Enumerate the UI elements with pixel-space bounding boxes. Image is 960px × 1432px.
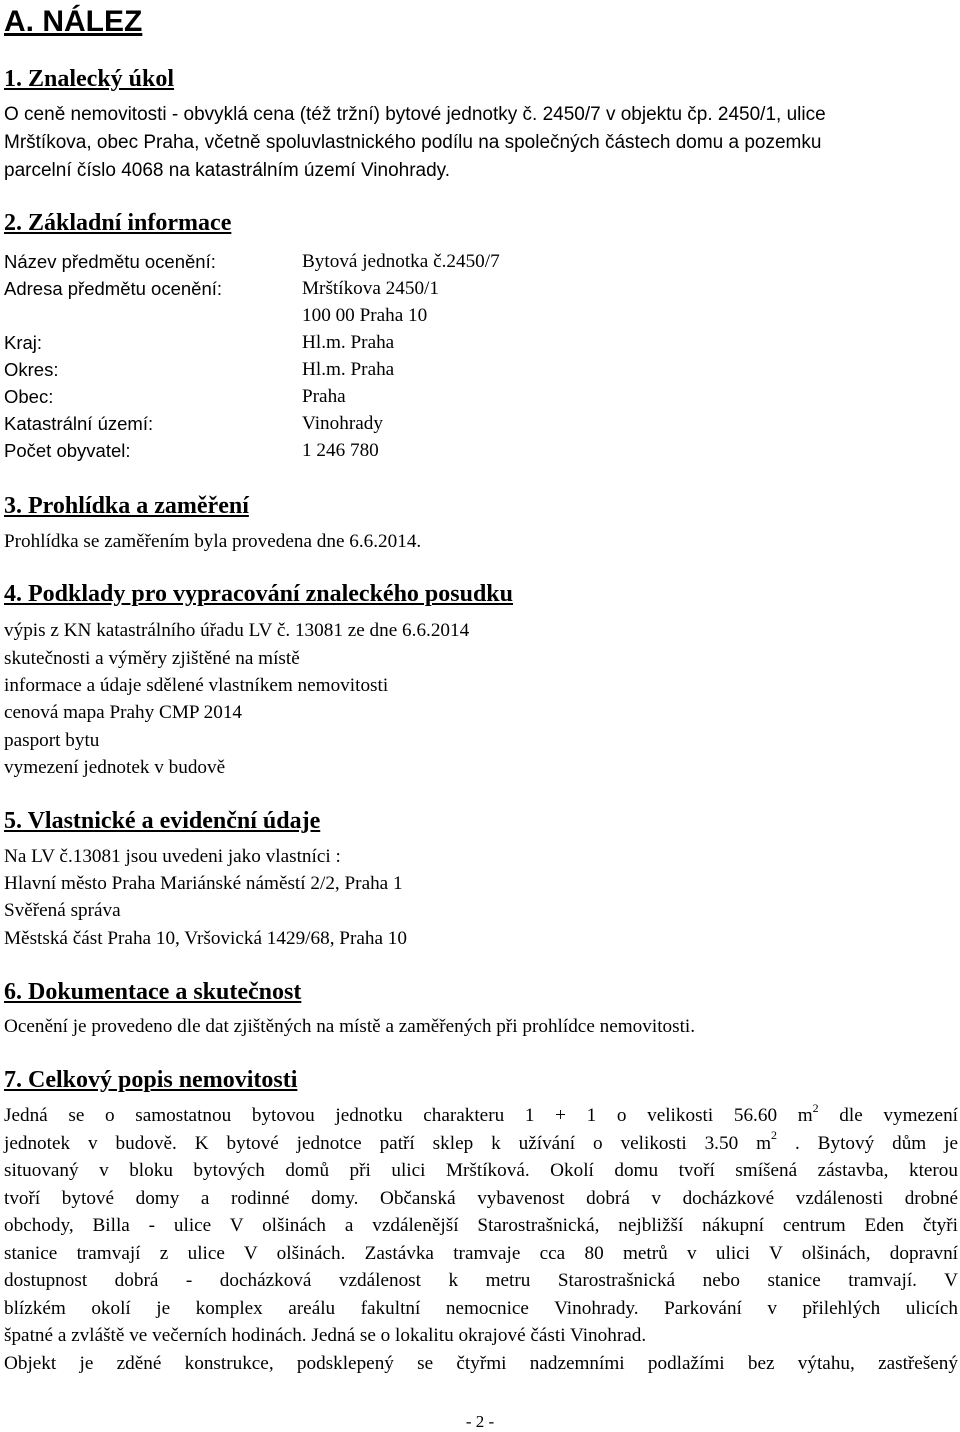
section-3-text: Prohlídka se zaměřením byla provedena dne 6.6.2014. <box>4 531 422 552</box>
list-item: informace a údaje sdělené vlastníkem nemovitosti <box>4 675 389 696</box>
owner-line: Na LV č.13081 jsou uvedeni jako vlastníci : <box>4 846 341 867</box>
list-item: vymezení jednotek v budově <box>4 757 226 778</box>
section-2-title: 2. Základní informace <box>4 210 232 236</box>
info-label: Katastrální území: <box>4 413 154 434</box>
description-line <box>4 1130 958 1158</box>
description-paragraph <box>4 1102 958 1377</box>
section-4-title: 4. Podklady pro vypracování znaleckého posudku <box>4 581 514 607</box>
description-line: dostupnost dobrá - docházková vzdálenost k metru Starostrašnická nebo stanice tramvají. V <box>4 1270 958 1291</box>
section-6-text: Ocenění je provedeno dle dat zjištěných na místě a zaměřených při prohlídce nemovitosti. <box>4 1016 696 1037</box>
info-value: Vinohrady <box>302 413 383 434</box>
description-line: situovaný v bloku bytových domů při ulici Mrštíková. Okolí domu tvoří smíšená zástavba, kterou <box>4 1160 958 1181</box>
description-text: dle vymezení <box>818 1105 958 1126</box>
section-1-title: 1. Znalecký úkol <box>4 66 175 92</box>
list-item: cenová mapa Prahy CMP 2014 <box>4 702 243 723</box>
section-1-line: O ceně nemovitosti - obvyklá cena (též tržní) bytové jednotky č. 2450/7 v objektu čp. 2450/1, ulice <box>4 104 826 125</box>
info-label: Adresa předmětu ocenění: <box>4 278 223 299</box>
info-value: Hl.m. Praha <box>302 359 395 380</box>
description-line: blízkém okolí je komplex areálu fakultní nemocnice Vinohrady. Parkování v přilehlých ulicích <box>4 1297 958 1319</box>
list-item: skutečnosti a výměry zjištěné na místě <box>4 648 300 669</box>
owner-line: Městská část Praha 10, Vršovická 1429/68, Praha 10 <box>4 928 407 949</box>
section-3-title: 3. Prohlídka a zaměření <box>4 493 249 519</box>
info-value: Praha <box>302 386 346 407</box>
description-text: jednotek v budově. K bytové jednotce patří sklep k užívání o velikosti 3.50 m <box>4 1132 772 1154</box>
info-label: Okres: <box>4 359 59 380</box>
description-line: stanice tramvají z ulice V olšinách. Zastávka tramvaje cca 80 metrů v ulici V olšinách, dopravní <box>4 1242 958 1264</box>
owner-line: Hlavní město Praha Mariánské náměstí 2/2, Praha 1 <box>4 873 403 894</box>
section-7-title: 7. Celkový popis nemovitosti <box>4 1067 298 1093</box>
superscript: 2 <box>771 1128 778 1143</box>
section-5-title: 5. Vlastnické a evidenční údaje <box>4 808 321 834</box>
info-label: Počet obyvatel: <box>4 440 131 461</box>
info-label: Název předmětu ocenění: <box>4 251 216 272</box>
list-item: pasport bytu <box>4 730 100 751</box>
section-1-line: Mrštíkova, obec Praha, včetně spoluvlastnického podílu na společných částech domu a pozemku <box>4 132 822 153</box>
info-label: Obec: <box>4 386 54 407</box>
info-value: 100 00 Praha 10 <box>302 305 428 326</box>
page-number: - 2 - <box>465 1412 495 1431</box>
description-line: tvoří bytové domy a rodinné domy. Občanská vybavenost dobrá v docházkové vzdálenosti drobné <box>4 1187 958 1209</box>
superscript: 2 <box>812 1100 819 1115</box>
description-text: . Bytový dům je <box>777 1132 958 1154</box>
description-line: špatné a zvláště ve večerních hodinách. Jedná se o lokalitu okrajové části Vinohrad. <box>4 1325 647 1346</box>
description-line: obchody, Billa - ulice V olšinách a vzdálenější Starostrašnická, nejbližší nákupní centrum Eden čtyři <box>4 1215 958 1236</box>
description-text: Jedná se o samostatnou bytovou jednotku charakteru 1 + 1 o velikosti 56.60 m <box>4 1105 813 1126</box>
section-6-title: 6. Dokumentace a skutečnost <box>4 979 302 1005</box>
list-item: výpis z KN katastrálního úřadu LV č. 13081 ze dne 6.6.2014 <box>4 620 470 641</box>
description-line: Objekt je zděné konstrukce, podsklepený se čtyřmi nadzemními podlažími bez výtahu, zastřešený <box>4 1352 958 1374</box>
section-1-line: parcelní číslo 4068 na katastrálním území Vinohrady. <box>4 160 451 181</box>
owner-line: Svěřená správa <box>4 900 121 921</box>
info-value: Hl.m. Praha <box>302 332 395 353</box>
info-value: Bytová jednotka č.2450/7 <box>302 251 500 272</box>
description-line <box>4 1102 958 1130</box>
info-label: Kraj: <box>4 332 43 353</box>
info-value: Mrštíkova 2450/1 <box>302 278 439 299</box>
info-value: 1 246 780 <box>302 440 379 461</box>
page-heading: A. NÁLEZ <box>4 5 143 38</box>
